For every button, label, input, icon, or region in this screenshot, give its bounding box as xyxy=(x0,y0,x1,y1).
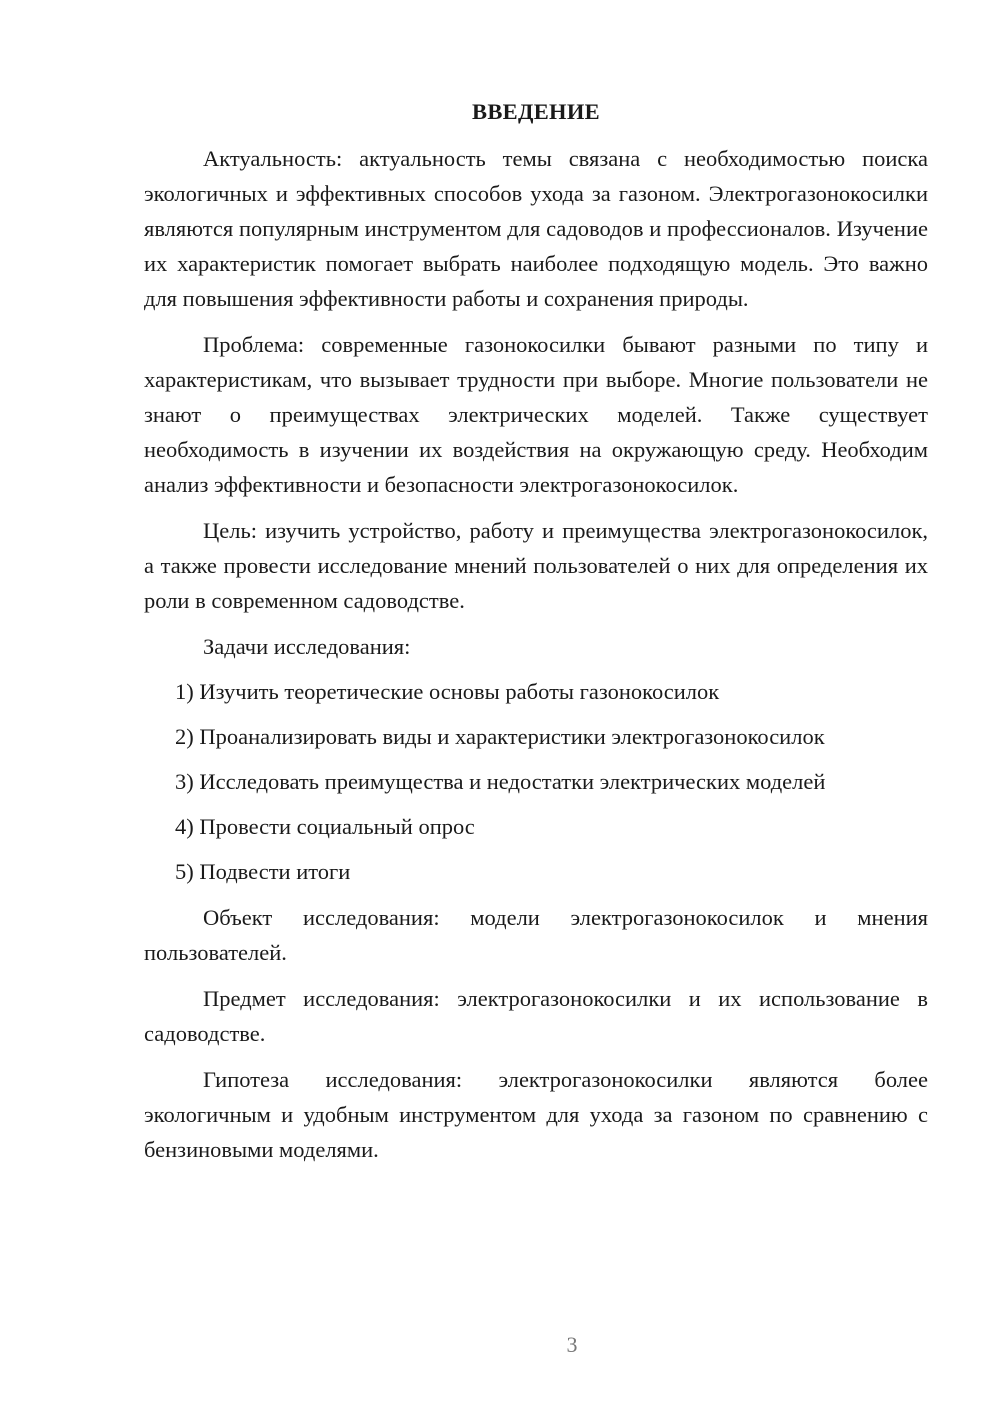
paragraph-goal: Цель: изучить устройство, работу и преимущества электрогазонокосилок, а также провести исследование мнений пользователей о них для определения их роли в современном садоводстве. xyxy=(144,518,928,613)
task-item-3: 3) Исследовать преимущества и недостатки электрических моделей xyxy=(175,769,826,794)
task-item-1: 1) Изучить теоретические основы работы газонокосилок xyxy=(175,679,720,704)
task-item-2: 2) Проанализировать виды и характеристики электрогазонокосилок xyxy=(175,724,825,749)
task-item-5: 5) Подвести итоги xyxy=(175,859,351,884)
page-number: 3 xyxy=(566,1332,578,1357)
tasks-heading: Задачи исследования: xyxy=(203,634,411,659)
section-title: ВВЕДЕНИЕ xyxy=(472,99,600,124)
task-item-4: 4) Провести социальный опрос xyxy=(175,814,475,839)
page-content xyxy=(144,94,928,1178)
paragraph-hypothesis: Гипотеза исследования: электрогазонокосилки являются более экологичным и удобным инструментом для ухода за газоном по сравнению с бензиновыми моделями. xyxy=(144,1067,928,1162)
paragraph-subject: Предмет исследования: электрогазонокосилки и их использование в садоводстве. xyxy=(144,986,928,1046)
paragraph-relevance: Актуальность: актуальность темы связана с необходимостью поиска экологичных и эффективных способов ухода за газоном. Электрогазонокосилки являются популярным инструментом для садоводов и профессионалов. Изучение их характеристик помогает выбрать наиболее подходящую модель. Это важно для повышения эффективности работы и сохранения природы. xyxy=(144,146,928,311)
paragraph-problem: Проблема: современные газонокосилки бывают разными по типу и характеристикам, что вызывает трудности при выборе. Многие пользователи не знают о преимуществах электрических моделей. Также существует необходимость в изучении их воздействия на окружающую среду. Необходим анализ эффективности и безопасности электрогазонокосилок. xyxy=(144,332,928,497)
task-list xyxy=(144,674,928,889)
paragraph-object: Объект исследования: модели электрогазонокосилок и мнения пользователей. xyxy=(144,905,928,965)
